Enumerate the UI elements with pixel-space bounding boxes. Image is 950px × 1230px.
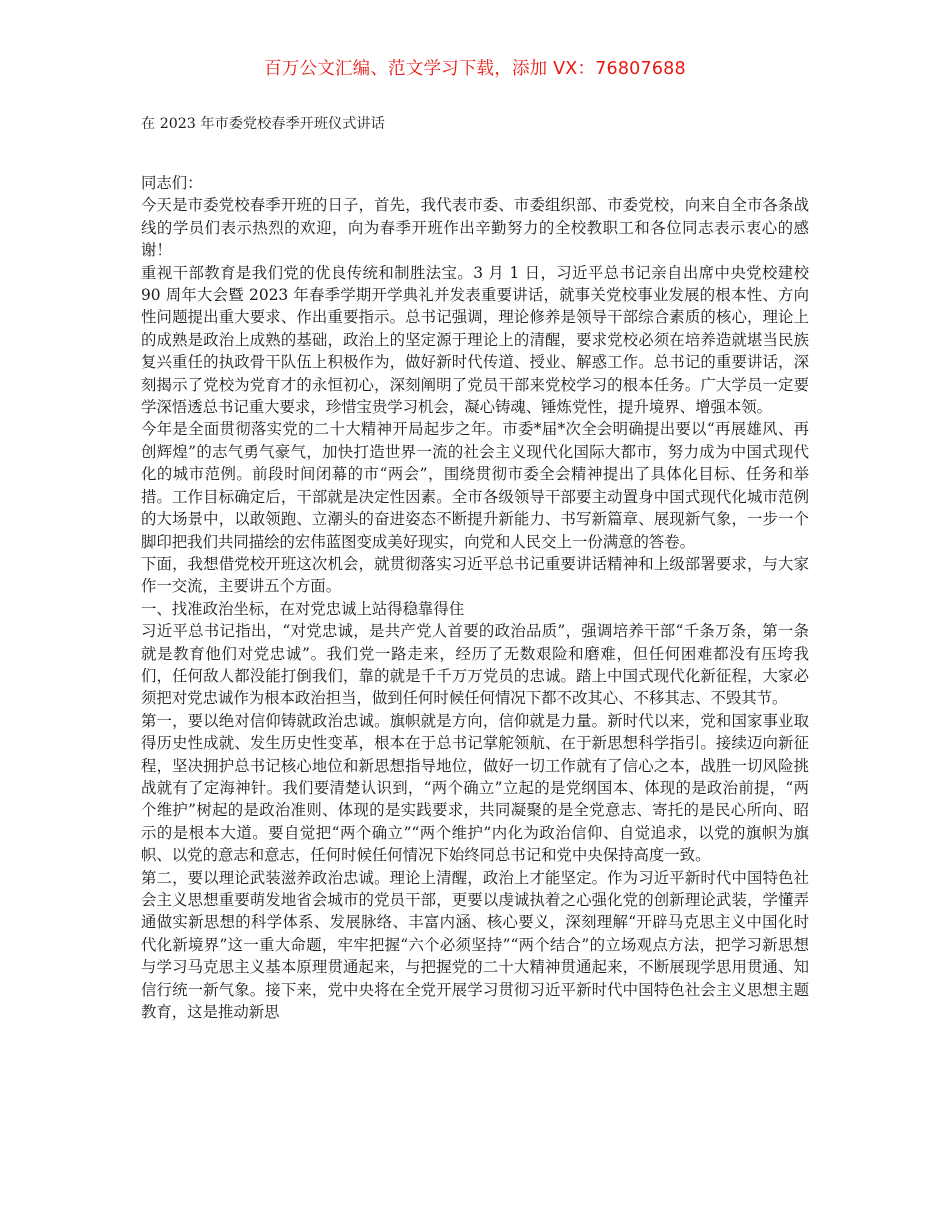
paragraph: 习近平总书记指出，“对党忠诚，是共产党人首要的政治品质”，强调培养干部“千条万条，第一条就是教育他们对党忠诚”。我们党一路走来，经历了无数艰险和磨难，但任何困难都没有压垮我们，任何敌人都没能打倒我们，靠的就是千千万万党员的忠诚。踏上中国式现代化新征程，大家必须把对党忠诚作为根本政治担当，做到任何时候任何情况下都不改其心、不移其志、不毁其节。 bbox=[141, 622, 809, 708]
paragraph: 第一，要以绝对信仰铸就政治忠诚。旗帜就是方向，信仰就是力量。新时代以来，党和国家事业取得历史性成就、发生历史性变革，根本在于总书记掌舵领航、在于新思想科学指引。接续迈向新征程，坚决拥护总书记核心地位和新思想指导地位，做好一切工作就有了信心之本，战胜一切风险挑战就有了定海神针。我们要清楚认识到，“两个确立”立起的是党纲国本、体现的是政治前提，“两个维护”树起的是政治准则、体现的是实践要求，共同凝聚的是全党意志、寄托的是民心所向、昭示的是根本大道。要自觉把“两个确立”“两个维护”内化为政治信仰、自觉追求，以党的旗帜为旗帜、以党的意志和意志，任何时候任何情况下始终同总书记和党中央保持高度一致。 bbox=[141, 711, 809, 865]
document-body bbox=[141, 172, 809, 1023]
paragraph: 今天是市委党校春季开班的日子，首先，我代表市委、市委组织部、市委党校，向来自全市各条战线的学员们表示热烈的欢迎，向为春季开班作出辛勤努力的全校教职工和各位同志表示衷心的感谢！ bbox=[141, 196, 809, 260]
section-heading: 一、找准政治坐标，在对党忠诚上站得稳靠得住 bbox=[141, 599, 465, 618]
paragraph: 第二，要以理论武装滋养政治忠诚。理论上清醒，政治上才能坚定。作为习近平新时代中国特色社会主义思想重要萌发地省会城市的党员干部，更要以虔诚执着之心强化党的创新理论武装，学懂弄通做实新思想的科学体系、发展脉络、丰富内涵、核心要义，深刻理解“开辟马克思主义中国化时代化新境界”这一重大命题，牢牢把握“六个必须坚持”“两个结合”的立场观点方法，把学习新思想与学习马克思主义基本原理贯通起来，与把握党的二十大精神贯通起来，不断展现学思用贯通、知信行统一新气象。接下来，党中央将在全党开展学习贯彻习近平新时代中国特色社会主义思想主题教育，这是推动新思 bbox=[141, 868, 809, 1022]
salutation: 同志们： bbox=[141, 174, 203, 192]
paragraph: 重视干部教育是我们党的优良传统和制胜法宝。3 月 1 日，习近平总书记亲自出席中央党校建校 90 周年大会暨 2023 年春季学期开学典礼并发表重要讲话，就事关党校事业发展的根本性、方向性问题提出重大要求、作出重要指示。总书记强调，理论修养是领导干部综合素质的核心，理论上的成熟是政治上成熟的基础，政治上的坚定源于理论上的清醒，要求党校必须在培养造就堪当民族复兴重任的执政骨干队伍上积极作为，做好新时代传道、授业、解惑工作。总书记的重要讲话，深刻揭示了党校为党育才的永恒初心，深刻阐明了党员干部来党校学习的根本任务。广大学员一定要学深悟透总书记重大要求，珍惜宝贵学习机会，凝心铸魂、锤炼党性，提升境界、增强本领。 bbox=[141, 263, 809, 417]
paragraph: 下面，我想借党校开班这次机会，就贯彻落实习近平总书记重要讲话精神和上级部署要求，与大家作一交流，主要讲五个方面。 bbox=[141, 554, 809, 596]
promo-banner: 百万公文汇编、范文学习下载，添加 VX：76807688 bbox=[264, 59, 686, 79]
paragraph: 今年是全面贯彻落实党的二十大精神开局起步之年。市委*届*次全会明确提出要以“再展雄风、再创辉煌”的志气勇气豪气，加快打造世界一流的社会主义现代化国际大都市，努力成为中国式现代化的城市范例。前段时间闭幕的市“两会”，围绕贯彻市委全会精神提出了具体化目标、任务和举措。工作目标确定后，干部就是决定性因素。全市各级领导干部要主动置身中国式现代化城市范例的大场景中，以敢领跑、立潮头的奋进姿态不断提升新能力、书写新篇章、展现新气象，一步一个脚印把我们共同描绘的宏伟蓝图变成美好现实，向党和人民交上一份满意的答卷。 bbox=[141, 420, 809, 551]
document-title: 在 2023 年市委党校春季开班仪式讲话 bbox=[141, 116, 385, 132]
